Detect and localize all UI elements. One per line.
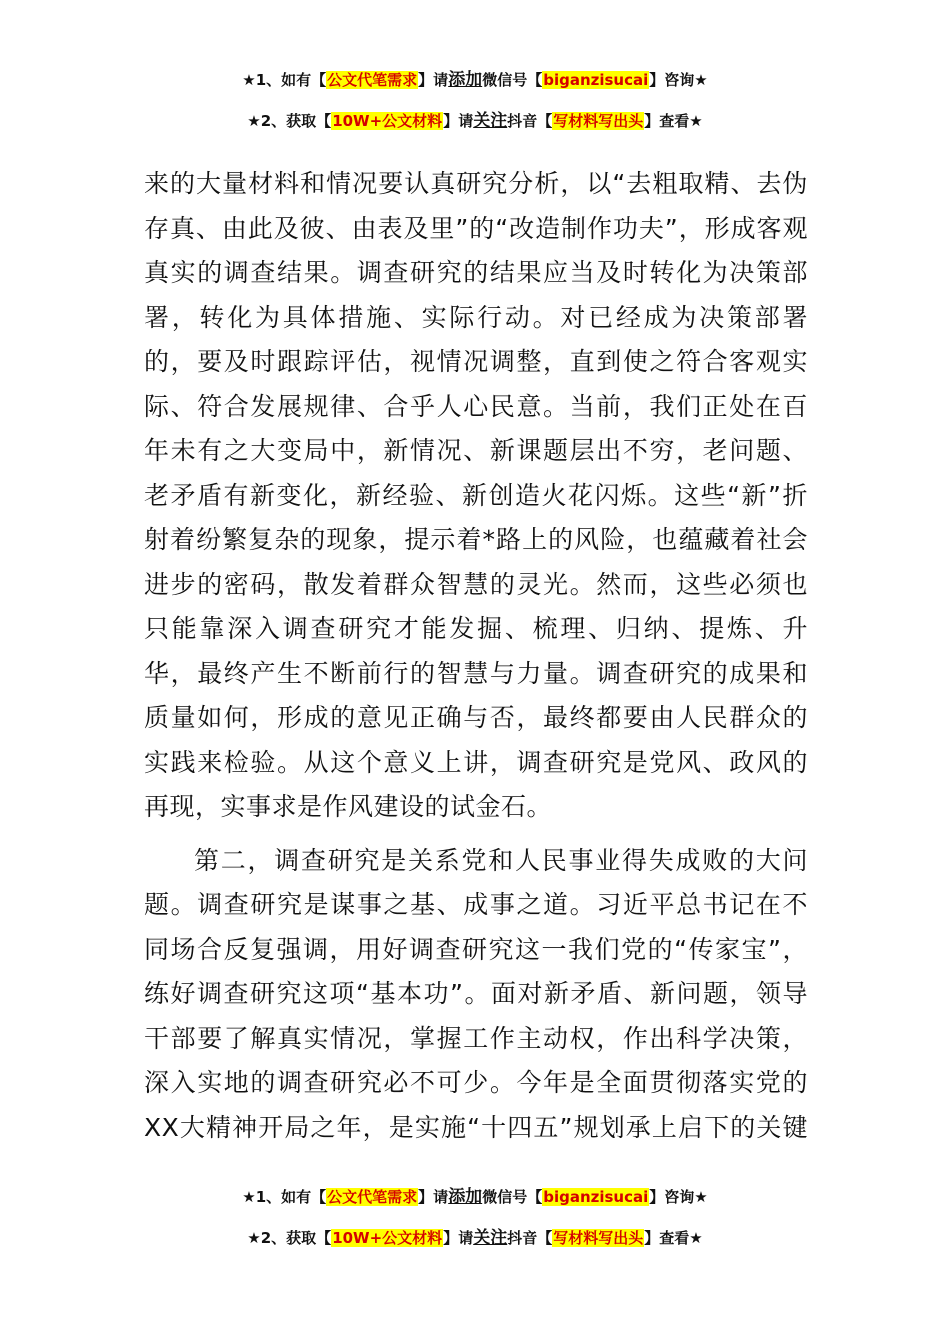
text-line: 进步的密码，散发着群众智慧的灵光。然而，这些必须也 — [144, 569, 808, 599]
text-line: 华，最终产生不断前行的智慧与力量。调查研究的成果和 — [144, 658, 808, 688]
banner-suffix: 】查看★ — [644, 112, 703, 130]
banner-text: 微信号【 — [482, 1188, 543, 1206]
banner-text: 抖音【 — [507, 112, 553, 130]
text-line: 干部要了解真实情况，掌握工作主动权，作出科学决策， — [144, 1023, 808, 1053]
text-line: 际、符合发展规律、合乎人心民意。当前，我们正处在百 — [144, 391, 808, 421]
footer-banner-line2 — [0, 1227, 950, 1249]
banner-highlight-wechat-id: biganzisucai — [543, 1188, 649, 1206]
header-banner-line2 — [0, 110, 950, 132]
banner-action-add: 添加 — [448, 70, 483, 90]
paragraph-1 — [144, 162, 808, 830]
banner-text: 抖音【 — [507, 1229, 553, 1247]
text-line: 深入实地的调查研究必不可少。今年是全面贯彻落实党的 — [144, 1068, 808, 1097]
banner-prefix: ★2、获取【 — [247, 1229, 332, 1247]
banner-prefix: ★1、如有【 — [242, 1188, 327, 1206]
banner-prefix: ★1、如有【 — [242, 71, 327, 89]
banner-text: 】请 — [418, 1188, 449, 1206]
banner-text: 】请 — [418, 71, 449, 89]
banner-suffix: 】咨询★ — [649, 1188, 708, 1206]
text-line: 真实的调查结果。调查研究的结果应当及时转化为决策部 — [144, 258, 808, 287]
banner-suffix: 】咨询★ — [649, 71, 708, 89]
banner-highlight-wechat-id: biganzisucai — [543, 71, 649, 89]
text-line: 年未有之大变局中，新情况、新课题层出不穷，老问题、 — [144, 436, 808, 465]
banner-text: 】请 — [443, 1229, 474, 1247]
banner-action-follow: 关注 — [473, 111, 508, 131]
text-line: 存真、由此及彼、由表及里”的“改造制作功夫”，形成客观 — [144, 213, 808, 243]
text-line: 同场合反复强调，用好调查研究这一我们党的“传家宝”， — [144, 934, 808, 964]
banner-highlight-service: 公文代笔需求 — [327, 1188, 418, 1206]
text-line: 的，要及时跟踪评估，视情况调整，直到使之符合客观实 — [144, 347, 808, 376]
text-line: 射着纷繁复杂的现象，提示着*路上的风险，也蕴藏着社会 — [144, 525, 808, 554]
header-banner-line1 — [0, 69, 950, 91]
banner-highlight-douyin: 写材料写出头 — [553, 112, 644, 130]
banner-text: 】请 — [443, 112, 474, 130]
text-line: 第二，调查研究是关系党和人民事业得失成败的大问 — [194, 845, 808, 875]
text-line: 只能靠深入调查研究才能发掘、梳理、归纳、提炼、升 — [144, 614, 808, 643]
banner-prefix: ★2、获取【 — [247, 112, 332, 130]
text-line: 练好调查研究这项“基本功”。面对新矛盾、新问题，领导 — [144, 979, 808, 1008]
text-line: 题。调查研究是谋事之基、成事之道。习近平总书记在不 — [144, 890, 808, 919]
banner-highlight-service: 公文代笔需求 — [327, 71, 418, 89]
banner-highlight-materials: 10W+公文材料 — [332, 1229, 443, 1247]
text-line: 署，转化为具体措施、实际行动。对已经成为决策部署 — [144, 302, 808, 332]
text-line: 老矛盾有新变化，新经验、新创造火花闪烁。这些“新”折 — [144, 480, 808, 510]
footer-banner-line1 — [0, 1186, 950, 1208]
text-line: 质量如何，形成的意见正确与否，最终都要由人民群众的 — [144, 703, 808, 732]
text-line: XX大精神开局之年，是实施“十四五”规划承上启下的关键 — [144, 1112, 808, 1142]
text-line: 再现，实事求是作风建设的试金石。 — [144, 792, 553, 821]
paragraph-gap — [144, 830, 808, 839]
banner-suffix: 】查看★ — [644, 1229, 703, 1247]
text-line: 来的大量材料和情况要认真研究分析，以“去粗取精、去伪 — [144, 169, 808, 198]
banner-highlight-douyin: 写材料写出头 — [553, 1229, 644, 1247]
banner-text: 微信号【 — [482, 71, 543, 89]
text-line: 实践来检验。从这个意义上讲，调查研究是党风、政风的 — [144, 747, 808, 777]
banner-action-add: 添加 — [448, 1187, 483, 1207]
paragraph-2 — [144, 839, 808, 1151]
banner-action-follow: 关注 — [473, 1228, 508, 1248]
document-body — [144, 162, 808, 1150]
banner-highlight-materials: 10W+公文材料 — [332, 112, 443, 130]
